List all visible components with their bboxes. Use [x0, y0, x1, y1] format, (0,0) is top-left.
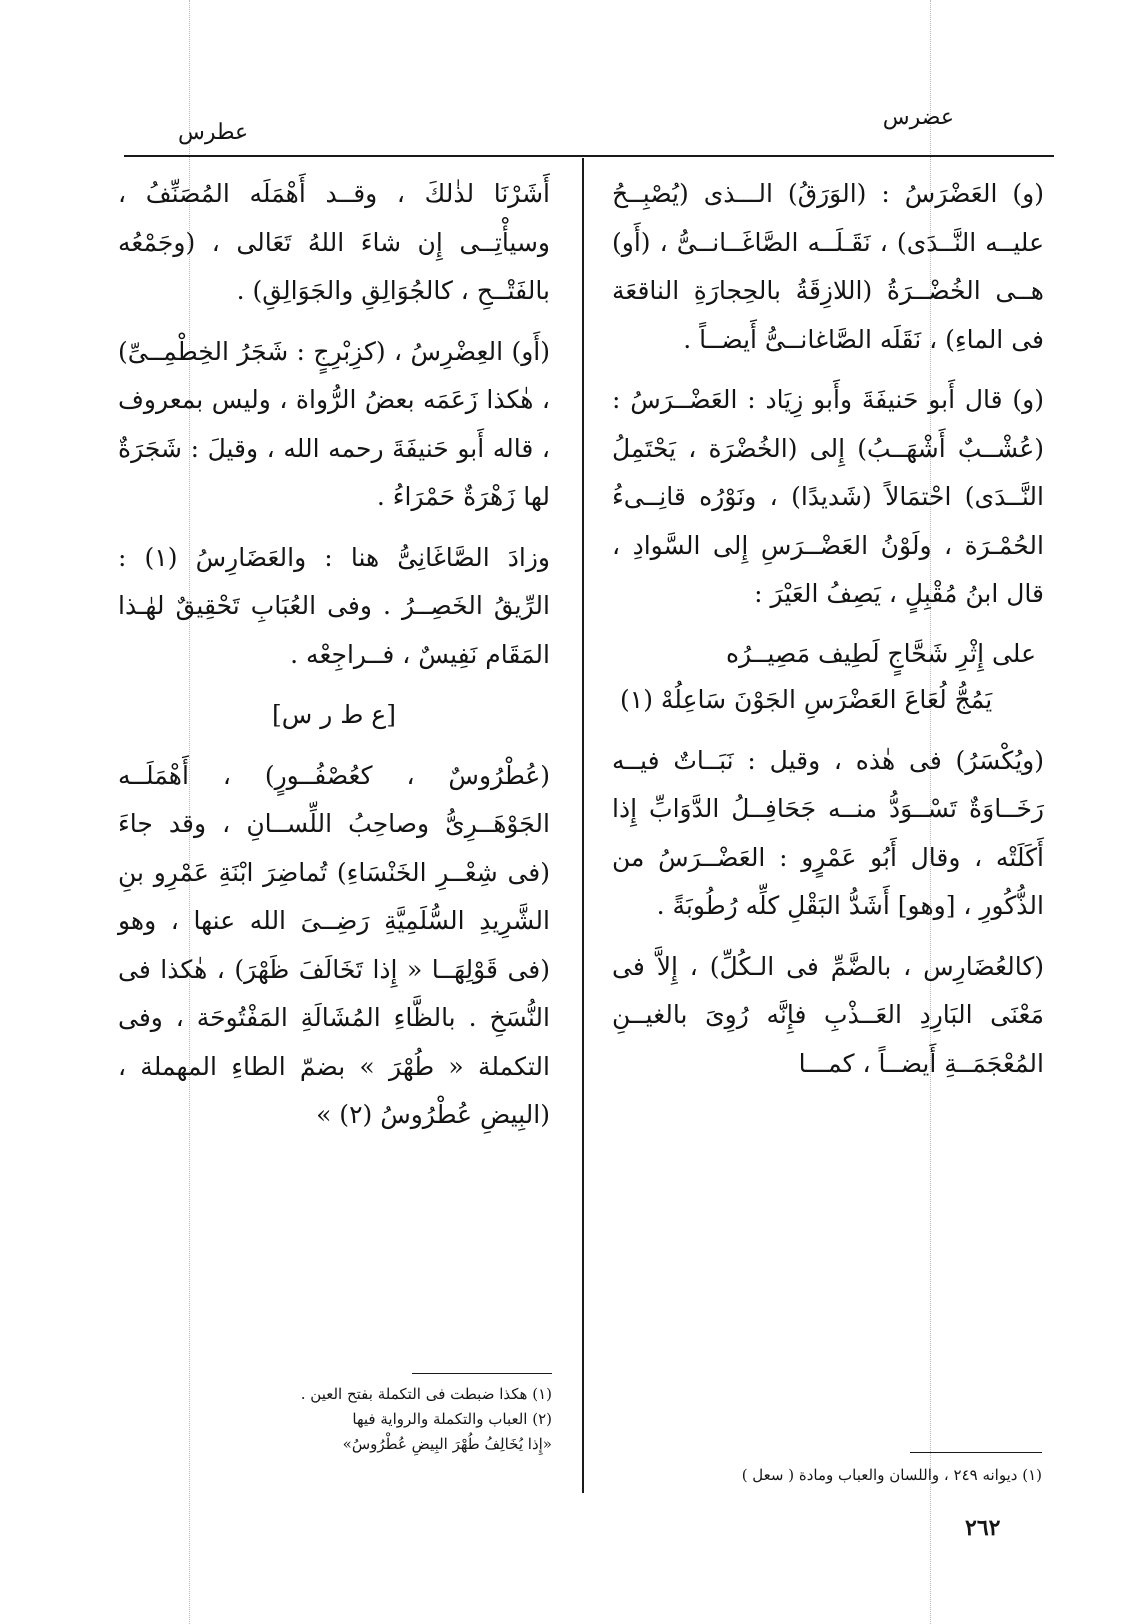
entry-paragraph: (عُطْرُوسٌ ، كعُصْفُــورٍ) ، أَهْمَلَــه الجَوْهَــرِىُّ وصاحِبُ اللِّســانِ ، وقد جاءَ (فى شِعْــرِ الخَنْسَاءِ) تُماضِرَ ابْنَةِ عَمْرِو بنِ الشَّرِيدِ السُّلَمِيَّةِ رَضِــىَ الله عنها ، وهو (فى قَوْلِهَــا « إِذا تَخَالَفَ ظَهْرَ) ، هٰكذا فى النُّسَخِ . بالظَّاءِ المُشَالَةِ المَفْتُوحَة ، وفى التكملة « طُهْرَ » بضمّ الطاءِ المهملة ، (البِيضِ عُطْرُوسُ (٢) »	[118, 760, 550, 1129]
verse-line: على إِثْرِ شَحَّاجٍ لَطِيف مَصِيــرُه	[725, 638, 1036, 668]
left-column	[118, 170, 550, 1152]
entry-paragraph: وزادَ الصَّاغَانِىُّ هنا : والعَضَارِسُ (١) : الرِّيقُ الخَصِــرُ . وفى العُبَابِ تَحْقِيقٌ لهٰـذا المَقَام نَفِيسٌ ، فــراجِعْه .	[118, 542, 550, 669]
entry-paragraph: (أَو) العِضْرِسُ ، (كزِبْرِجٍ : شَجَرُ الخِطْمِــىِّ) ، هٰكذا زَعَمَه بعضُ الرُّواة ، وليس بمعروف ، قاله أَبو حَنيفَةَ رحمه الله ، وقيلَ : شَجَرَةٌ لها زَهْرَةٌ حَمْرَاءُ .	[118, 336, 550, 511]
left-footnotes	[301, 1382, 552, 1457]
entry-paragraph: (و) قال أَبو حَنيفَةَ وأَبو زِيَاد : العَضْــرَسُ : (عُشْــبٌ أَشْهَــبُ) إِلى (الخُضْرَة ، يَحْتَمِلُ النَّــدَى) احْتمَالاً (شَديدًا) ، ونَوْرُه قانِــىءُ الحُمْـرَة ، ولَوْنُ العَضْــرَسِ إِلى السَّوادِ ، قال ابنُ مُقْبِلٍ ، يَصِفُ العَيْرَ :	[612, 385, 1044, 608]
right-column	[612, 170, 1044, 1100]
column-divider	[582, 158, 584, 1493]
entry-paragraph: (و) العَضْرَسُ : (الوَرَقُ) الـــذى (يُصْبِــحُ عليــه النَّــدَى) ، نَقَـلَــه الصَّاغَــانــىُّ ، (أَو) هــى الخُضْــرَةُ (اللازِقَةُ بالحِجارَةِ الناقعَة فى الماءِ) ، نَقَلَه الصَّاغانــىُّ أَيضــاً .	[612, 179, 1044, 354]
section-heading: [ع ط ر س]	[272, 700, 396, 729]
footnote: «إِذا يُخَالِفُ طُهْرَ البِيضِ عُطْرُوسُ»	[342, 1435, 552, 1453]
footnote-rule	[412, 1373, 552, 1374]
right-footnotes	[742, 1463, 1042, 1488]
verse-line: يَمُجُّ لُعَاعَ العَضْرَسِ الجَوْنَ سَاعِلُهْ (١)	[620, 684, 993, 714]
entry-paragraph: (كالعُضَارِس ، بالضَّمِّ فى الـكُلِّ) ، إِلاَّ فى مَعْنَى البَارِدِ العَــذْبِ فإِنَّه رُوِىَ بالغيــنِ المُعْجَمَــةِ أَيضــاً ، كمـــا	[612, 951, 1044, 1078]
footnote-rule	[910, 1452, 1042, 1453]
footnote: (١) ديوانه ٢٤٩ ، واللسان والعباب ومادة ( سعل )	[741, 1466, 1042, 1484]
entry-paragraph: أَشَرْنَا لذٰلكَ ، وقــد أَهْمَلَه المُصَنِّفُ ، وسيأْتِــى إِن شاءَ اللهُ تَعَالى ، (وجَمْعُه بالفَتْــحِ ، كالجُوَالِقِ والجَوَالِقِ) .	[118, 179, 550, 305]
entry-paragraph: (ويُكْسَرُ) فى هٰذه ، وقيل : نَبَــاتٌ فيــه رَخَــاوَةٌ تَسْــوَدُّ منــه جَحَافِــلُ الدَّوَابِّ إِذا أَكَلَتْه ، وقال أَبُو عَمْرٍو : العَضْــرَسُ من الذُّكُورِ ، [وهو] أَشَدُّ البَقْلِ كلِّه رُطُوبَةً .	[612, 745, 1044, 920]
running-header-left: عطرس	[178, 120, 249, 145]
running-header-right: عضرس	[882, 105, 954, 130]
header-rule	[124, 155, 1054, 157]
footnote: (٢) العباب والتكملة والرواية فيها	[352, 1410, 552, 1428]
page-number: ٢٦٢	[965, 1515, 1001, 1541]
footnote: (١) هكذا ضبطت فى التكملة بفتح العين .	[300, 1385, 552, 1403]
